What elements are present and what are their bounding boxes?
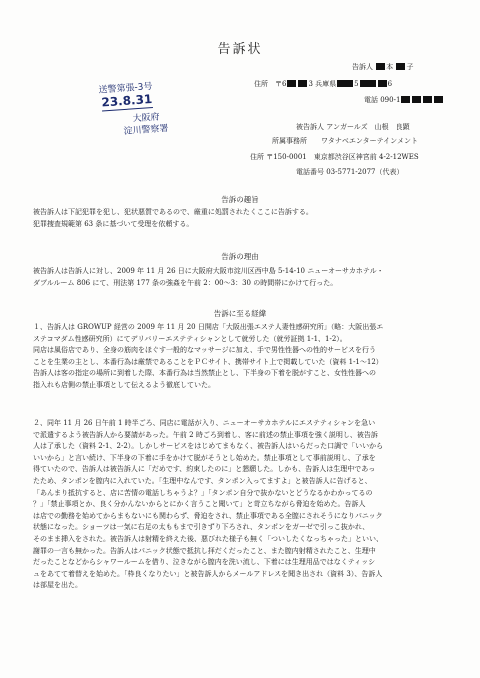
circumstance-heading: 告訴に至る経緯: [213, 309, 267, 318]
redaction-mark: [337, 80, 353, 87]
accused-name-line: 被告訴人 アンガールズ 山根 良顕: [296, 123, 410, 131]
redaction-mark: [378, 80, 387, 87]
stamp-prefecture: 大阪府: [132, 112, 161, 125]
redaction-mark: [298, 80, 307, 87]
redaction-mark: [434, 96, 443, 103]
accused-address-line: 住所 〒150-0001 東京都渋谷区神宮前 4-2-12WES: [250, 153, 419, 161]
redaction-mark: [401, 96, 410, 103]
document-title: 告訴状: [217, 42, 263, 57]
reason-heading: 告訴の理由: [221, 252, 259, 261]
redaction-mark: [396, 63, 405, 70]
complainant-name-line: 告訴人 本 子: [352, 63, 414, 71]
purpose-text: 被告訴人は下記犯罪を犯し、犯状悪質であるので、厳重に処罰されたくここに告訴する。 犯罪捜査規範第 63 条に基づいて受理を依頼する。: [33, 208, 313, 228]
redaction-mark: [287, 80, 296, 87]
reason-text: 被告訴人は告訴人に対し、2009 年 11 月 26 日に大阪府大阪市淀川区西中島 5-14-10 ニューオーサカホテル・ ダブルルーム 806 にて、刑法第 177 条の強姦を午前 2：00～3：30 の時間帯にかけて行った。: [33, 267, 384, 287]
stamp-date: 23.8.31: [100, 92, 153, 110]
purpose-heading: 告訴の趣旨: [221, 195, 259, 204]
complainant-phone-line: 電話 090-1: [364, 96, 444, 105]
redaction-mark: [360, 80, 376, 87]
circumstance-paragraph-2: ２、同年 11 月 26 日午前 1 時半ごろ、同店に電話が入り、ニューオーサカホテルにエステティシャンを急い で派遣するよう被告訴人から要請があった。午前 2 時ごろ到着し、客に前述の禁止事項を強く説明し、被告訴 人は了承した（資料 2-1、2-2）。しかしサービスをはじめてまもなく、被告訴人はいらだった口調で「いいから いいから」と言い続け、下半身の下着に手をかけて脱がそうとし始めた。禁止事項として事前説明し、了承を 得ていたので、告訴人は被告訴人に「だめです、約束したのに」と懇願した。しかも、告訴人は生理中であっ たため、タンポンを膣内に入れていた。「生理中なんです、タンポン入ってますよ」と被告訴人に告げると、 「あんまり抵抗すると、店に苦情の電話しちゃうよ？」「タンポン自分で抜かないとどうなるかわかってるの ？」「禁止事項とか、良く分かんないからとにかく言うこと聞いて」と苛立ちながら脅迫を始めた。告訴人 は店での勤務を始めてからまもないにも関わらず、脅迫をされ、禁止事項である全膣にされそうになりパニック 状態になった。ショーツは一気に右足の太ももまで引きずり下ろされ、タンポンをガーゼで引っこ抜かれ、 そのまま挿入をされた。被告訴人は射精を終えた後、悪びれた様子も無く「ついしたくなっちゃった」といい、 謝罪の一言も無かった。告訴人はパニック状態で抵抗し拝だくだったこと、また膣内射精されたこと、生理中 だったことなどからシャワールームを借り、泣きながら膣内を洗い流し、下着には生理用品ではなくティッシ ュをあてて着替えを始めた。「枠良くなりたい」と被告訴人からメールアドレスを聞き出され（資料 3）、告訴人 は部屋を出た。: [33, 419, 384, 590]
redaction-mark: [376, 63, 385, 70]
accused-company-line: 所属事務所 ワタナベエンターテインメント: [272, 137, 418, 145]
circumstance-paragraph-1: １、告訴人は GROWUP 経営の 2009 年 11 月 20 日開店「大阪出張エステ人妻性感研究所」（略：大阪出張エ ステコマダム性感研究所）にてデリバリーエステティシャンとして就労した（就労証拠 1-1、1-2）。 同店は風俗店であり、全身の筋肉をほぐす一般的なマッサージに加え、手で男性性器への性的サービスを行う ことを生業の主とし、本番行為は厳禁であることをＰＣサイト、携帯サイト上で掲載していた（資料 1-1～12） 告訴人は客の指定の場所に到着した際、本番行為は当然禁止とし、下半身の下着を脱がすこと、女性性器への 指入れも店側の禁止事項として伝えるよう徹底していた。: [33, 323, 384, 389]
accused-phone-line: 電話番号 03-5771-2077（代表）: [296, 168, 404, 176]
stamp-number: 送警第張-3号: [98, 81, 153, 96]
redaction-mark: [423, 96, 432, 103]
complainant-address-line: 住所 〒6 3 兵庫県 5 6: [254, 80, 393, 88]
police-receipt-stamp: [96, 77, 180, 140]
redaction-mark: [412, 96, 421, 103]
stamp-station: 淀川警察署: [123, 123, 169, 138]
